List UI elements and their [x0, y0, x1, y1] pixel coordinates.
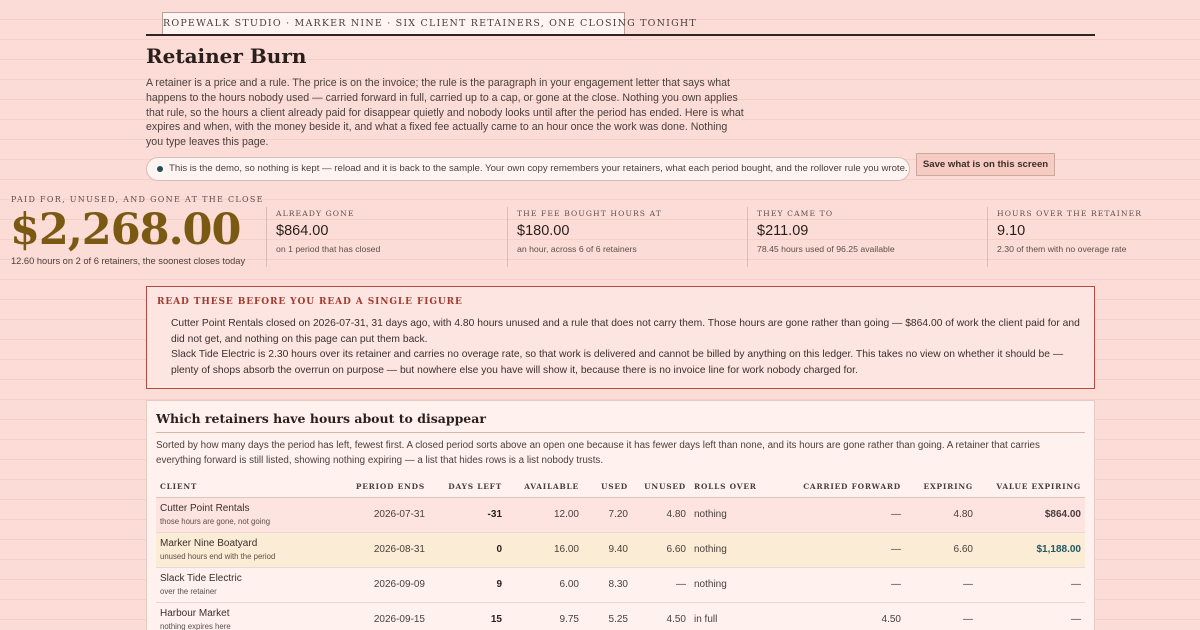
col-value-expiring[interactable]: VALUE EXPIRING [977, 477, 1085, 497]
intro-paragraph: A retainer is a price and a rule. The price is on the invoice; the rule is the paragraph in your engagement letter that says what happens to the hours nobody used — carried forward in full, carried up to a cap, or gone at the close. Nothing you own applies that rule, so the hours a client already paid for disappear quietly and nobody looks until after the period has ended. Here is what expires and when, with the money beside it, and what a fixed fee actually came to an hour once the work was done. Nothing you type leaves this page. [146, 77, 744, 149]
client-note: over the retainer [160, 587, 217, 596]
warning-heading: READ THESE BEFORE YOU READ A SINGLE FIGURE [157, 297, 463, 307]
table-row[interactable] [156, 532, 1085, 567]
warning-paragraph: Slack Tide Electric is 2.30 hours over its retainer and carries no overage rate, so that work is delivered and cannot be billed by anything on this ledger. This takes no view on whether it should be — plenty of shops absorb the overrun on purpose — but nowhere else you have will show it, because there is no invoice line for work nobody charged for. [171, 349, 1064, 376]
available-cell: 9.75 [506, 602, 583, 630]
panel-description: Sorted by how many days the period has left, fewest first. A closed period sorts above an open one because it has fewer days left than none, and its hours are gone rather than going. A retainer that carries everything forward is still listed, showing nothing expiring — a list that hides rows is a list nobody trusts. [156, 440, 1040, 466]
stat-label: ALREADY GONE [276, 209, 355, 218]
table-row[interactable] [156, 567, 1085, 602]
page-title: Retainer Burn [146, 44, 307, 68]
demo-notice [146, 157, 910, 181]
rolls-over-cell: nothing [690, 497, 793, 532]
value-expiring-cell: — [977, 602, 1085, 630]
used-cell: 9.40 [583, 532, 632, 567]
unused-cell: 4.80 [632, 497, 690, 532]
stat-over-retainer [987, 207, 1192, 267]
used-cell: 5.25 [583, 602, 632, 630]
col-used[interactable]: USED [583, 477, 632, 497]
rolls-over-cell: nothing [690, 567, 793, 602]
col-available[interactable]: AVAILABLE [506, 477, 583, 497]
stat-value: $211.09 [757, 223, 809, 239]
unused-cell: 6.60 [632, 532, 690, 567]
stat-value: $180.00 [517, 223, 570, 239]
client-cell [156, 497, 350, 532]
days-left-cell: 15 [429, 602, 506, 630]
period-ends-cell: 2026-07-31 [350, 497, 429, 532]
col-rolls-over[interactable]: ROLLS OVER [690, 477, 793, 497]
available-cell: 12.00 [506, 497, 583, 532]
summary-label: PAID FOR, UNUSED, AND GONE AT THE CLOSE [11, 195, 264, 204]
expiring-cell: — [905, 567, 977, 602]
client-note: nothing expires here [160, 622, 231, 630]
period-ends-cell: 2026-08-31 [350, 532, 429, 567]
col-carried-forward[interactable]: CARRIED FORWARD [793, 477, 905, 497]
stat-subtext: on 1 period that has closed [276, 244, 381, 254]
summary-value: $2,268.00 [10, 205, 241, 255]
client-name: Slack Tide Electric [160, 573, 242, 584]
header-rule [146, 34, 1095, 36]
summary-subtext: 12.60 hours on 2 of 6 retainers, the soonest closes today [11, 256, 246, 266]
days-left-cell: -31 [429, 497, 506, 532]
col-days-left[interactable]: DAYS LEFT [429, 477, 506, 497]
col-unused[interactable]: UNUSED [632, 477, 690, 497]
expiring-cell: 6.60 [905, 532, 977, 567]
table-header-row [156, 477, 1085, 497]
col-client[interactable]: CLIENT [156, 477, 350, 497]
client-note: those hours are gone, not going [160, 517, 271, 526]
client-cell [156, 532, 350, 567]
value-expiring-cell: $864.00 [977, 497, 1085, 532]
panel-title: Which retainers have hours about to disappear [156, 411, 486, 426]
client-note: unused hours end with the period [160, 552, 276, 561]
unused-cell: — [632, 567, 690, 602]
status-dot-icon [157, 166, 163, 172]
value-expiring-cell: $1,188.00 [977, 532, 1085, 567]
stat-label: THE FEE BOUGHT HOURS AT [517, 209, 662, 218]
stat-effective-rate [747, 207, 979, 267]
col-period-ends[interactable]: PERIOD ENDS [350, 477, 429, 497]
stat-subtext: an hour, across 6 of 6 retainers [517, 244, 637, 254]
available-cell: 16.00 [506, 532, 583, 567]
carried-forward-cell: — [793, 532, 905, 567]
stat-subtext: 78.45 hours used of 96.25 available [757, 244, 895, 254]
stat-label: HOURS OVER THE RETAINER [997, 209, 1143, 218]
used-cell: 8.30 [583, 567, 632, 602]
rolls-over-cell: nothing [690, 532, 793, 567]
warning-box [146, 286, 1095, 389]
studio-tagline: ROPEWALK STUDIO · MARKER NINE · SIX CLIENT RETAINERS, ONE CLOSING TONIGHT [162, 12, 625, 35]
period-ends-cell: 2026-09-15 [350, 602, 429, 630]
expiring-cell: — [905, 602, 977, 630]
demo-notice-text: This is the demo, so nothing is kept — reload and it is back to the sample. Your own copy remembers your retainers, what each period bought, and the rollover rule you wrote. [169, 163, 908, 174]
period-ends-cell: 2026-09-09 [350, 567, 429, 602]
client-name: Marker Nine Boatyard [160, 538, 258, 549]
stat-fee-rate [507, 207, 739, 267]
carried-forward-cell: — [793, 497, 905, 532]
expiring-cell: 4.80 [905, 497, 977, 532]
used-cell: 7.20 [583, 497, 632, 532]
expiring-hours-panel [146, 400, 1095, 630]
warning-paragraph: Cutter Point Rentals closed on 2026-07-31, 31 days ago, with 4.80 hours unused and a rule that does not carry them. Those hours are gone rather than going — $864.00 of work the client paid for and did not get, and nothing on this page can put them back. [171, 318, 1080, 345]
unused-cell: 4.50 [632, 602, 690, 630]
stat-label: THEY CAME TO [757, 209, 834, 218]
warning-body [171, 316, 1081, 378]
col-expiring[interactable]: EXPIRING [905, 477, 977, 497]
stat-already-gone [266, 207, 498, 267]
panel-divider [156, 432, 1085, 433]
save-button[interactable]: Save what is on this screen [916, 153, 1055, 176]
client-cell [156, 567, 350, 602]
stat-value: $864.00 [276, 223, 329, 239]
carried-forward-cell: 4.50 [793, 602, 905, 630]
rolls-over-cell: in full [690, 602, 793, 630]
days-left-cell: 9 [429, 567, 506, 602]
table-row[interactable] [156, 602, 1085, 630]
table-row[interactable] [156, 497, 1085, 532]
carried-forward-cell: — [793, 567, 905, 602]
days-left-cell: 0 [429, 532, 506, 567]
stat-value: 9.10 [997, 223, 1026, 239]
client-name: Cutter Point Rentals [160, 503, 250, 514]
client-name: Harbour Market [160, 608, 230, 619]
stat-subtext: 2.30 of them with no overage rate [997, 244, 1127, 254]
value-expiring-cell: — [977, 567, 1085, 602]
client-cell [156, 602, 350, 630]
retainer-table [156, 477, 1085, 630]
available-cell: 6.00 [506, 567, 583, 602]
